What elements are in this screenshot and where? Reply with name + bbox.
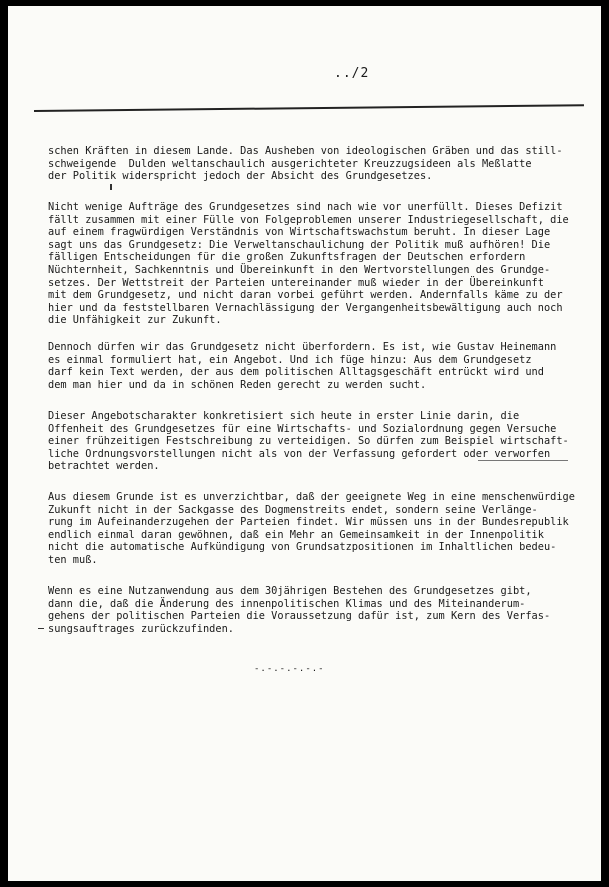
paragraph-1: schen Kräften in diesem Lande. Das Ausheben von ideologischen Gräben und das still- schweigende Dulden weltanschaulich ausgerichteter Kreuzzugsideen als Meßlatte der Politik widerspricht jedoch der Absicht des Grundgesetzes. [48,145,563,183]
end-mark: -.-.-.-.-.- [254,664,325,674]
scan-speck [38,628,44,629]
document-page [8,6,601,881]
paragraph-4: Dieser Angebotscharakter konkretisiert sich heute in erster Linie darin, die Offenheit des Grundgesetzes für eine Wirtschafts- und Sozialordnung gegen Versuche einer frühzeitigen Festschreibung zu verteidigen. So dürfen zum Beispiel wirtschaft- liche Ordnungsvorstellungen nicht als von der Verfassung gefordert oder verworfen betrachtet werden. [48,410,569,473]
header-rule [34,104,584,112]
scan-speck [478,460,568,461]
scan-speck [110,184,112,190]
paragraph-5: Aus diesem Grunde ist es unverzichtbar, daß der geeignete Weg in eine menschenwürdige Zukunft nicht in der Sackgasse des Dogmenstreits endet, sondern seine Verlänge- rung im Aufeinanderzugehen der Parteien findet. Wir müssen uns in der Bundesrepublik endlich einmal daran gewöhnen, daß ein Mehr an Gemeinsamkeit in der Innenpolitik nicht die automatische Aufkündigung von Grundsatzpositionen im Inhaltlichen bedeu- ten muß. [48,491,575,566]
paragraph-2: Nicht wenige Aufträge des Grundgesetzes sind nach wie vor unerfüllt. Dieses Defizit fällt zusammen mit einer Fülle von Folgeproblemen unserer Industriegesellschaft, die auf einem fragwürdigen Verständnis von Wirtschaftswachstum beruht. In dieser Lage sagt uns das Grundgesetz: Die Verweltanschaulichung der Politik muß aufhören! Die fälligen Entscheidungen für die großen Zukunftsfragen der Deutschen erfordern Nüchternheit, Sachkenntnis und Übereinkunft in den Wertvorstellungen des Grundge- setzes. Der Wettstreit der Parteien untereinander muß wieder in der Übereinkunft mit dem Grundgesetz, und nicht daran vorbei geführt werden. Andernfalls käme zu der hier und da feststellbaren Vernachlässigung der Vergangenheitsbewältigung auch noch die Unfähigkeit zur Zukunft. [48,201,569,327]
paragraph-3: Dennoch dürfen wir das Grundgesetz nicht überfordern. Es ist, wie Gustav Heinemann es einmal formuliert hat, ein Angebot. Und ich füge hinzu: Aus dem Grundgesetz darf kein Text werden, der aus dem politischen Alltagsgeschäft entrückt wird und dem man hier und da in schönen Reden gerecht zu werden sucht. [48,341,557,391]
page-number: ../2 [334,66,370,81]
paragraph-6: Wenn es eine Nutzanwendung aus dem 30jährigen Bestehen des Grundgesetzes gibt, dann die, daß die Änderung des innenpolitischen Klimas und des Miteinanderum- gehens der politischen Parteien die Voraussetzung dafür ist, zum Kern des Verfas- sungsauftrages zurückzufinden. [48,585,551,635]
